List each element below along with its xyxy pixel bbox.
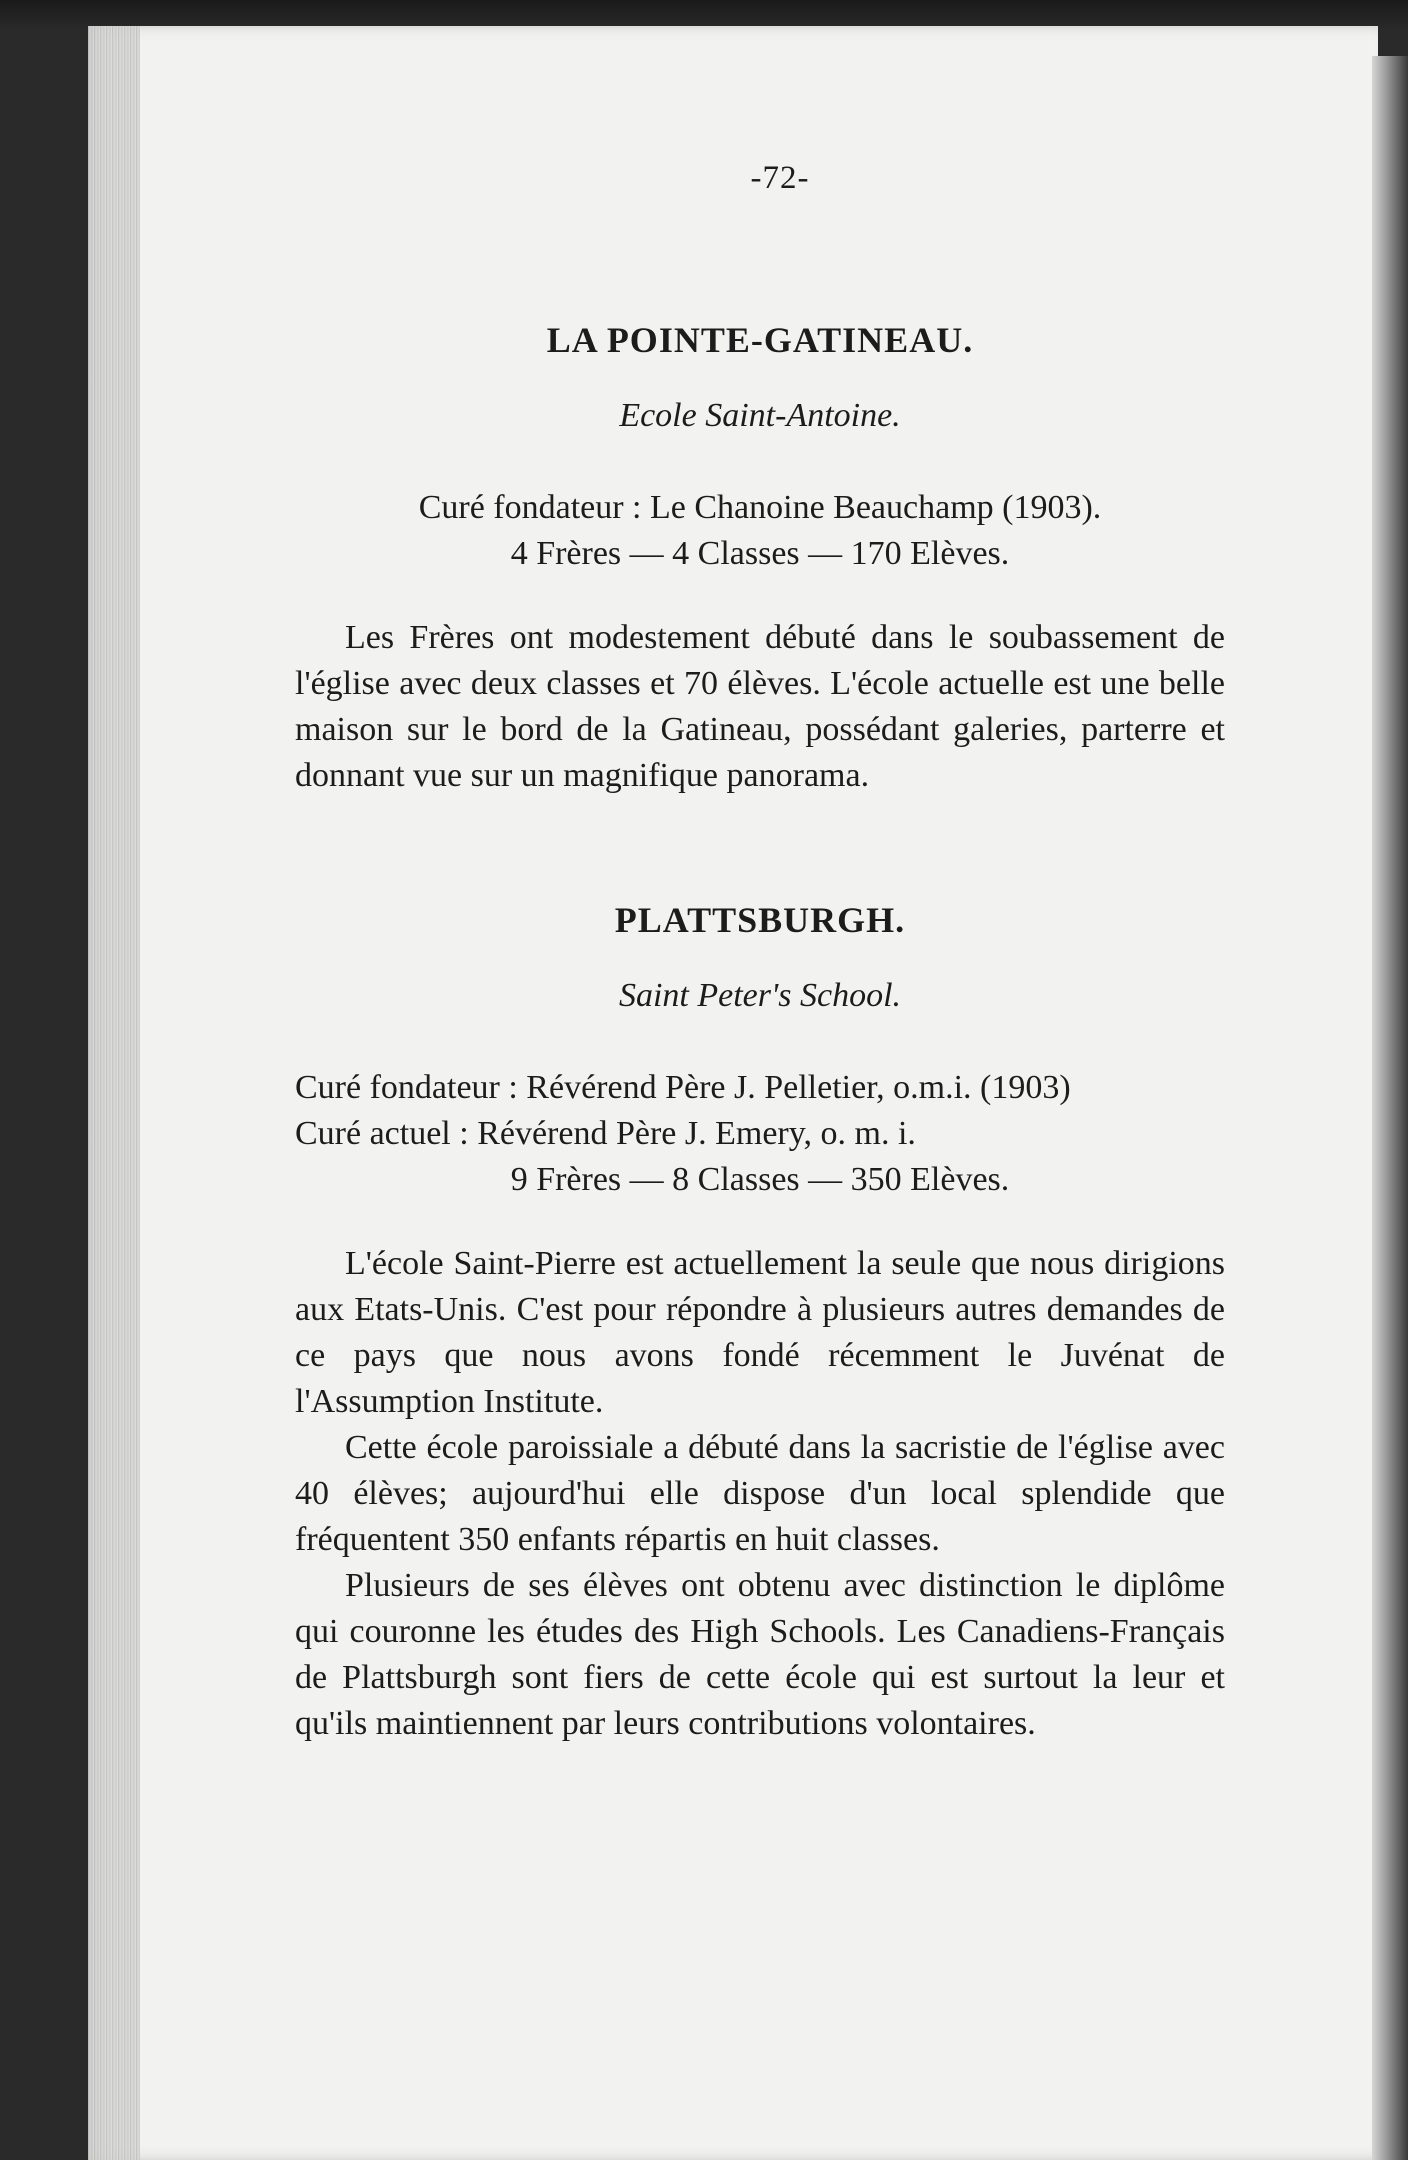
page-number: -72- [750, 160, 810, 196]
right-page-fold [1372, 56, 1408, 2160]
stats-line: 9 Frères — 8 Classes — 350 Elèves. [510, 1161, 1010, 1198]
section-title: PLATTSBURGH. [614, 900, 906, 940]
paragraph: Les Frères ont modestement débuté dans le soubassement de l'église avec deux classes et 70 élèves. L'école actuelle est une belle maison sur le bord de la Gatineau, possédant galeries, parterre et donnant vue sur un magnifique panorama. [295, 619, 1225, 794]
paragraph: Cette école paroissiale a débuté dans la sacristie de l'église avec 40 élèves; aujourd'hui elle dispose d'un local splendide que fréquentent 350 enfants répartis en huit classes. [295, 1429, 1225, 1558]
paragraph: L'école Saint-Pierre est actuellement la seule que nous dirigions aux Etats-Unis. C'est pour répondre à plusieurs autres demandes de ce pays que nous avons fondé récemment le Juvénat de l'Assumption Institute. [295, 1245, 1225, 1420]
founder-line: Curé fondateur : Révérend Père J. Pelletier, o.m.i. (1903) [295, 1069, 1071, 1106]
school-name: Ecole Saint-Antoine. [619, 397, 901, 434]
section-plattsburgh [295, 899, 1225, 1747]
founder-line: Curé fondateur : Le Chanoine Beauchamp (1903). [418, 489, 1102, 526]
current-cure-line: Curé actuel : Révérend Père J. Emery, o. m. i. [295, 1115, 916, 1152]
paragraph-block [295, 615, 1225, 799]
page-stack-edge [88, 26, 140, 2160]
section-pointe-gatineau [295, 319, 1225, 799]
section-title: LA POINTE-GATINEAU. [546, 320, 974, 360]
stats-line: 4 Frères — 4 Classes — 170 Elèves. [510, 535, 1010, 572]
page-content [295, 160, 1225, 1747]
paragraph: Plusieurs de ses élèves ont obtenu avec distinction le diplôme qui couronne les études des High Schools. Les Canadiens-Français de Plattsburgh sont fiers de cette école qui est surtout la leur et qu'ils maintiennent par leurs contributions volontaires. [295, 1567, 1225, 1742]
paragraph-block [295, 1241, 1225, 1747]
school-name: Saint Peter's School. [618, 977, 902, 1014]
